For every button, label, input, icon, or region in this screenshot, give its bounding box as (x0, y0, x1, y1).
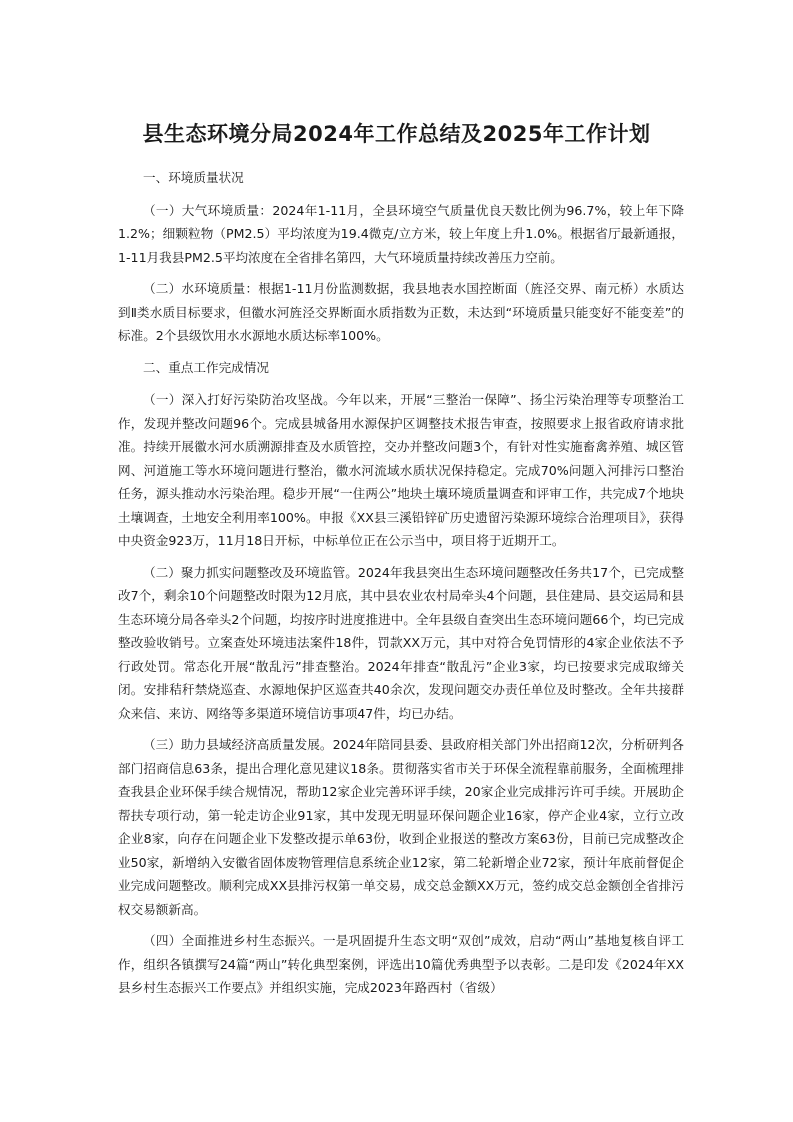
section-heading-key-work: 二、重点工作完成情况 (143, 359, 269, 375)
paragraph-air-quality: （一）大气环境质量：2024年1-11月，全县环境空气质量优良天数比例为96.7%，较上年下降1.2%；细颗粒物（PM2.5）平均浓度为19.4微克/立方米，较上年度上升1.0%。根据省厅最新通报，1-11月我县PM2.5平均浓度在全省排名第四，大气环境质量持续改善压力空前。 (118, 202, 684, 265)
document-body (118, 166, 684, 1008)
paragraph-rural-revitalization: （四）全面推进乡村生态振兴。一是巩固提升生态文明“双创”成效，启动“两山”基地复核自评工作，组织各镇撰写24篇“两山”转化典型案例，评选出10篇优秀典型予以表彰。二是印发《2024年XX县乡村生态振兴工作要点》并组织实施，完成2023年路西村（省级） (118, 933, 684, 995)
section-heading-environment-quality: 一、环境质量状况 (143, 170, 244, 185)
paragraph-rectification-supervision: （二）聚力抓实问题整改及环境监管。2024年我县突出生态环境问题整改任务共17个，已完成整改7个，剩余10个问题整改时限为12月底，其中县农业农村局牵头4个问题，县住建局、县交运局和县生态环境分局各牵头2个问题，均按序时进度推进中。全年县级自查突出生态环境问题66个，均已完成整改验收销号。立案查处环境违法案件18件，罚款XX万元，其中对符合免罚情形的4家企业依法不予行政处罚。常态化开展“散乱污”排查整治。2024年排查“散乱污”企业3家，均已按要求完成取缔关闭。安排秸秆禁烧巡查、水源地保护区巡查共40余次，发现问题交办责任单位及时整改。全年共接群众来信、来访、网络等多渠道环境信访事项47件，均已办结。 (118, 564, 684, 721)
paragraph-economic-development: （三）助力县域经济高质量发展。2024年陪同县委、县政府相关部门外出招商12次，分析研判各部门招商信息63条，提出合理化意见建议18条。贯彻落实省市关于环保全流程靠前服务，全面梳理排查我县企业环保手续合规情况，帮助12家企业完善环评手续，20家企业完成排污许可手续。开展助企帮扶专项行动，第一轮走访企业91家，其中发现无明显环保问题企业16家，停产企业4家，立行立改企业8家，向存在问题企业下发整改提示单63份，收到企业报送的整改方案63份，目前已完成整改企业50家，新增纳入安徽省固体废物管理信息系统企业12家，第二轮新增企业72家，预计年底前督促企业完成问题整改。顺利完成XX县排污权第一单交易，成交总金额XX万元，签约成交总金额创全省排污权交易额新高。 (118, 737, 684, 917)
document-title: 县生态环境分局2024年工作总结及2025年工作计划 (142, 122, 651, 146)
paragraph-water-quality: （二）水环境质量：根据1-11月份监测数据，我县地表水国控断面（旌泾交界、南元桥）水质达到Ⅱ类水质目标要求，但徽水河旌泾交界断面水质指数为正数，未达到“环境质量只能变好不能变差”的标准。2个县级饮用水水源地水质达标率100%。 (118, 281, 684, 343)
paragraph-pollution-control: （一）深入打好污染防治攻坚战。今年以来，开展“三整治一保障”、扬尘污染治理等专项整治工作，发现并整改问题96个。完成县城备用水源保护区调整技术报告审查，按照要求上报省政府请求批准。持续开展徽水河水质溯源排查及水质管控，交办并整改问题3个，有针对性实施畜禽养殖、城区管网、河道施工等水环境问题进行整治，徽水河流域水质状况保持稳定。完成70%问题入河排污口整治任务，源头推动水污染治理。稳步开展“一住两公”地块土壤环境质量调查和评审工作，共完成7个地块土壤调查，土地安全利用率100%。申报《XX县三溪铅锌矿历史遗留污染源环境综合治理项目》，获得中央资金923万，11月18日开标，中标单位正在公示当中，项目将于近期开工。 (118, 392, 684, 548)
